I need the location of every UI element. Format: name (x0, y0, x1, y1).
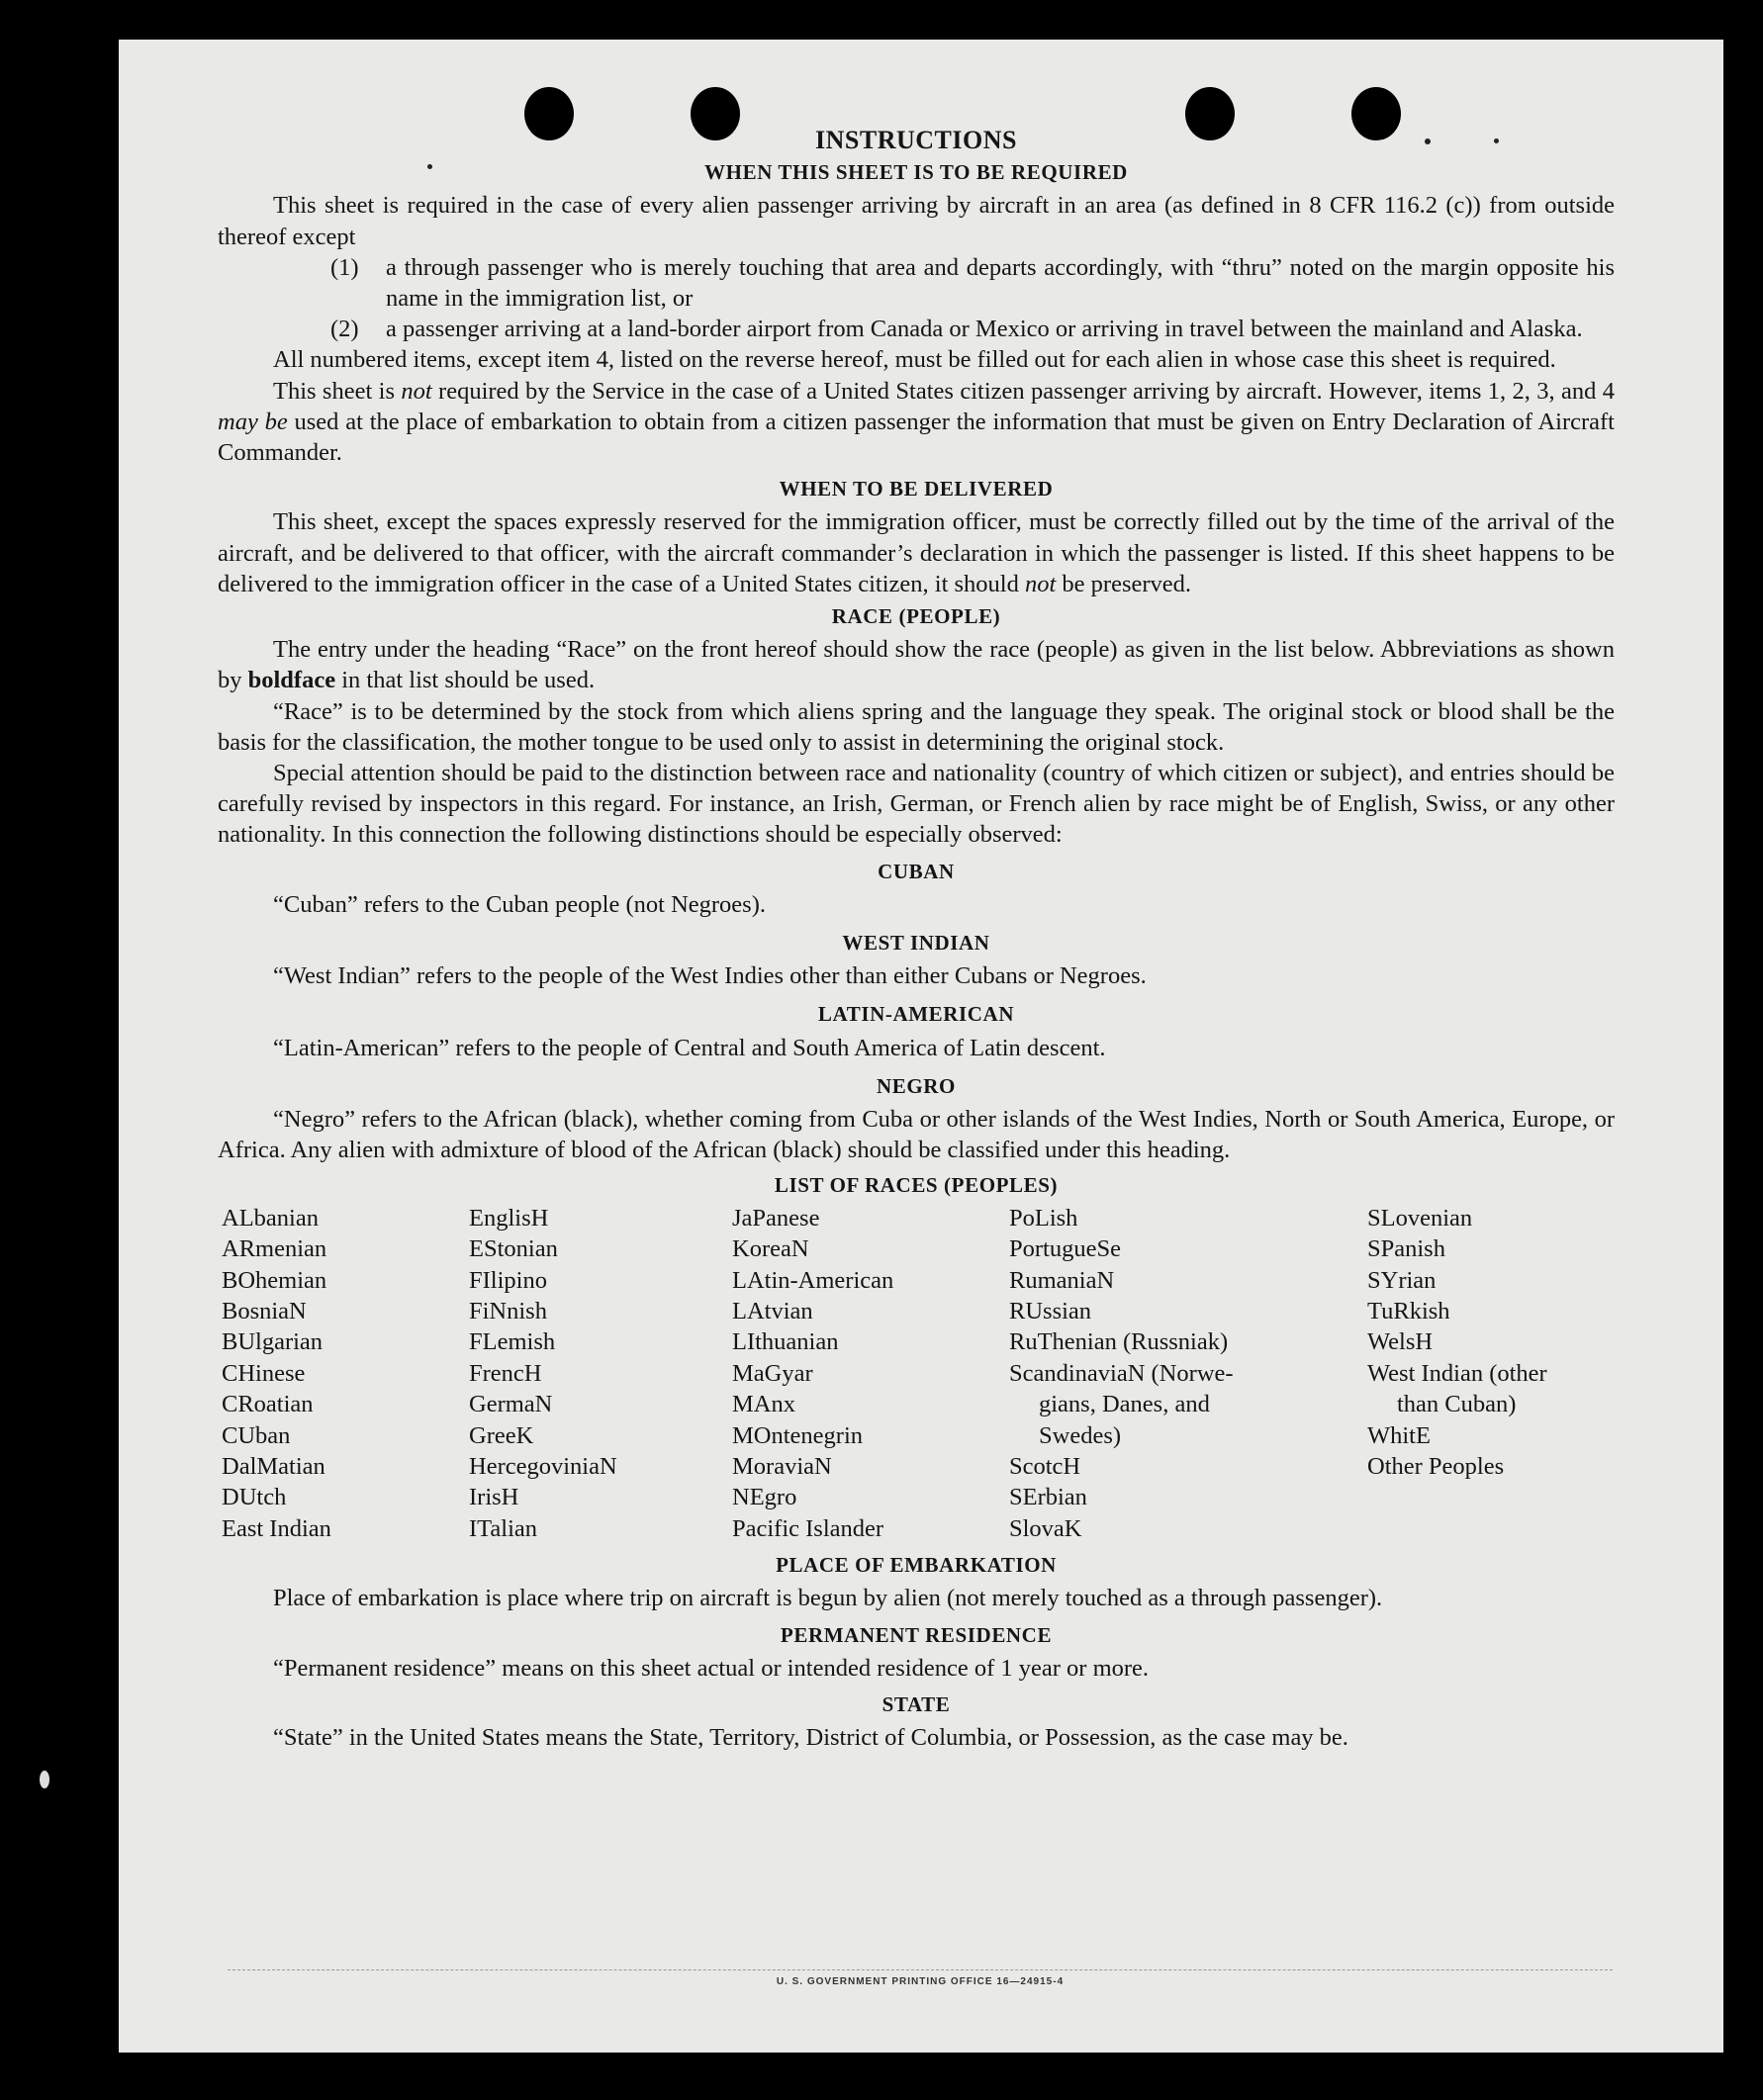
section-heading-west-indian: WEST INDIAN (842, 931, 990, 956)
race-entry: DUtch (222, 1484, 287, 1511)
section-heading-delivered: WHEN TO BE DELIVERED (779, 477, 1054, 502)
instructions-body (218, 125, 1615, 1753)
race-entry: BosniaN (222, 1297, 307, 1324)
paragraph: “Negro” refers to the African (black), whether coming from Cuba or other islands of the West Indies, North or South America, Europe, or Africa. Any alien with admixture of blood of the African (black) should be classified under this heading. (218, 1106, 1615, 1164)
race-entry: than Cuban) (1397, 1391, 1517, 1418)
speck (40, 1771, 49, 1788)
race-entry: EnglisH (469, 1204, 549, 1232)
document-page (119, 40, 1723, 2053)
race-entry: MAnx (732, 1391, 795, 1418)
race-entry: SErbian (1009, 1484, 1087, 1511)
paragraph: Place of embarkation is place where trip on aircraft is begun by alien (not merely touched as a through passenger). (273, 1585, 1383, 1612)
race-entry: CHinese (222, 1359, 306, 1387)
race-entry: MaGyar (732, 1359, 813, 1387)
races-table (222, 1203, 1615, 1544)
race-entry: RUssian (1009, 1297, 1092, 1324)
races-column (732, 1203, 1009, 1544)
race-entry: WelsH (1367, 1328, 1434, 1356)
race-entry: ALbanian (222, 1204, 319, 1232)
printer-footer: U. S. GOVERNMENT PRINTING OFFICE 16—24915-4 (228, 1969, 1613, 2006)
paragraph: “State” in the United States means the State, Territory, District of Columbia, or Possession, as the case may be. (273, 1724, 1348, 1752)
section-heading-embarkation: PLACE OF EMBARKATION (776, 1553, 1057, 1578)
race-entry: SLovenian (1367, 1204, 1473, 1232)
race-entry: MoraviaN (732, 1452, 832, 1480)
section-heading-permanent-residence: PERMANENT RESIDENCE (780, 1622, 1053, 1647)
paragraph: “Race” is to be determined by the stock from which aliens spring and the language they speak. The original stock or blood shall be the basis for the classification, the mother tongue to be used only to assist in determining the original stock. (218, 697, 1615, 756)
paragraph: “West Indian” refers to the people of the West Indies other than either Cubans or Negroes. (273, 962, 1147, 990)
race-entry: SPanish (1367, 1235, 1445, 1263)
item-number: (2) (330, 316, 359, 343)
race-entry: gians, Danes, and (1039, 1391, 1210, 1418)
section-heading-state: STATE (882, 1691, 951, 1716)
race-entry: GreeK (469, 1421, 534, 1449)
race-entry: NEgro (732, 1484, 797, 1511)
race-entry: Other Peoples (1367, 1452, 1505, 1480)
race-entry: GermaN (469, 1391, 553, 1418)
paragraph: This sheet is not required by the Service in the case of a United States citizen passenger arriving by aircraft. However, items 1, 2, 3, and 4 may be used at the place of embarkation to obtain from a citizen passenger the information that must be given on Entry Declaration of Aircraft Commander. (218, 377, 1616, 467)
section-heading-required: WHEN THIS SHEET IS TO BE REQUIRED (704, 160, 1128, 185)
item-text: a through passenger who is merely touching that area and departs accordingly, with “thru” noted on the margin opposite his name in the immigration list, or (386, 253, 1615, 313)
race-entry: ScotcH (1009, 1452, 1081, 1480)
section-heading-list-of-races: LIST OF RACES (PEOPLES) (774, 1172, 1059, 1197)
race-entry: EStonian (469, 1235, 558, 1263)
races-column (222, 1203, 469, 1544)
race-entry: WhitE (1367, 1421, 1431, 1449)
list-item (330, 252, 1615, 314)
races-column (1009, 1203, 1367, 1544)
paragraph: This sheet is required in the case of every alien passenger arriving by aircraft in an area (as defined in 8 CFR 116.2 (c)) from outside thereof except (218, 192, 1615, 250)
race-entry: LAtin-American (732, 1266, 894, 1294)
race-entry: TuRkish (1367, 1297, 1450, 1324)
race-entry: CRoatian (222, 1391, 314, 1418)
race-entry: JaPanese (732, 1204, 820, 1232)
section-heading-negro: NEGRO (876, 1073, 956, 1098)
race-entry: LIthuanian (732, 1328, 839, 1356)
paragraph: All numbered items, except item 4, listed on the reverse hereof, must be filled out for each alien in whose case this sheet is required. (273, 346, 1556, 374)
race-entry: FLemish (469, 1328, 556, 1356)
section-heading-race: RACE (PEOPLE) (831, 604, 1001, 629)
race-entry: RuThenian (Russniak) (1009, 1328, 1229, 1356)
race-entry: FrencH (469, 1359, 542, 1387)
race-entry: PoLish (1009, 1204, 1078, 1232)
race-entry: BUlgarian (222, 1328, 324, 1356)
race-entry: KoreaN (732, 1235, 809, 1263)
race-entry: SYrian (1367, 1266, 1437, 1294)
race-entry: DalMatian (222, 1452, 325, 1480)
race-entry: Pacific Islander (732, 1514, 884, 1542)
race-entry: BOhemian (222, 1266, 327, 1294)
race-entry: IrisH (469, 1484, 519, 1511)
page-title: INSTRUCTIONS (815, 126, 1017, 154)
item-text: a passenger arriving at a land-border airport from Canada or Mexico or arriving in travel between the mainland and Alaska. (386, 316, 1583, 343)
paragraph: “Latin-American” refers to the people of Central and South America of Latin descent. (273, 1034, 1106, 1061)
race-entry: Swedes) (1039, 1421, 1122, 1449)
paragraph: The entry under the heading “Race” on the front hereof should show the race (people) as given in the list below. Abbreviations as shown by boldface in that list should be used. (218, 636, 1615, 694)
race-entry: ARmenian (222, 1235, 327, 1263)
race-entry: ScandinaviaN (Norwe- (1009, 1359, 1234, 1387)
section-heading-latin-american: LATIN-AMERICAN (817, 1002, 1015, 1027)
paragraph: “Permanent residence” means on this sheet actual or intended residence of 1 year or more. (273, 1654, 1150, 1682)
race-entry: PortugueSe (1009, 1235, 1121, 1263)
race-entry: FiNnish (469, 1297, 547, 1324)
race-entry: SlovaK (1009, 1514, 1082, 1542)
paragraph: Special attention should be paid to the distinction between race and nationality (country of which citizen or subject), and entries should be carefully revised by inspectors in this regard. For instance, an Irish, German, or French alien by race might be of English, Swiss, or any other nationality. In this connection the following distinctions should be especially observed: (218, 760, 1615, 849)
race-entry: CUban (222, 1421, 291, 1449)
race-entry: FIlipino (469, 1266, 547, 1294)
race-entry: HercegoviniaN (469, 1452, 617, 1480)
exception-list (330, 252, 1615, 345)
race-entry: East Indian (222, 1514, 331, 1542)
races-column (1367, 1203, 1615, 1544)
race-entry: ITalian (469, 1514, 538, 1542)
race-entry: West Indian (other (1367, 1359, 1547, 1387)
paragraph: “Cuban” refers to the Cuban people (not Negroes). (273, 890, 766, 918)
race-entry: LAtvian (732, 1297, 813, 1324)
list-item (330, 314, 1615, 344)
races-column (469, 1203, 732, 1544)
section-heading-cuban: CUBAN (878, 859, 955, 883)
paragraph: This sheet, except the spaces expressly reserved for the immigration officer, must be correctly filled out by the time of the arrival of the aircraft, and be delivered to that officer, with the aircraft commander’s declaration in which the passenger is listed. If this sheet happens to be delivered to the immigration officer in the case of a United States citizen, it should not be preserved. (218, 508, 1615, 597)
race-entry: MOntenegrin (732, 1421, 863, 1449)
race-entry: RumaniaN (1009, 1266, 1115, 1294)
item-number: (1) (330, 253, 359, 281)
